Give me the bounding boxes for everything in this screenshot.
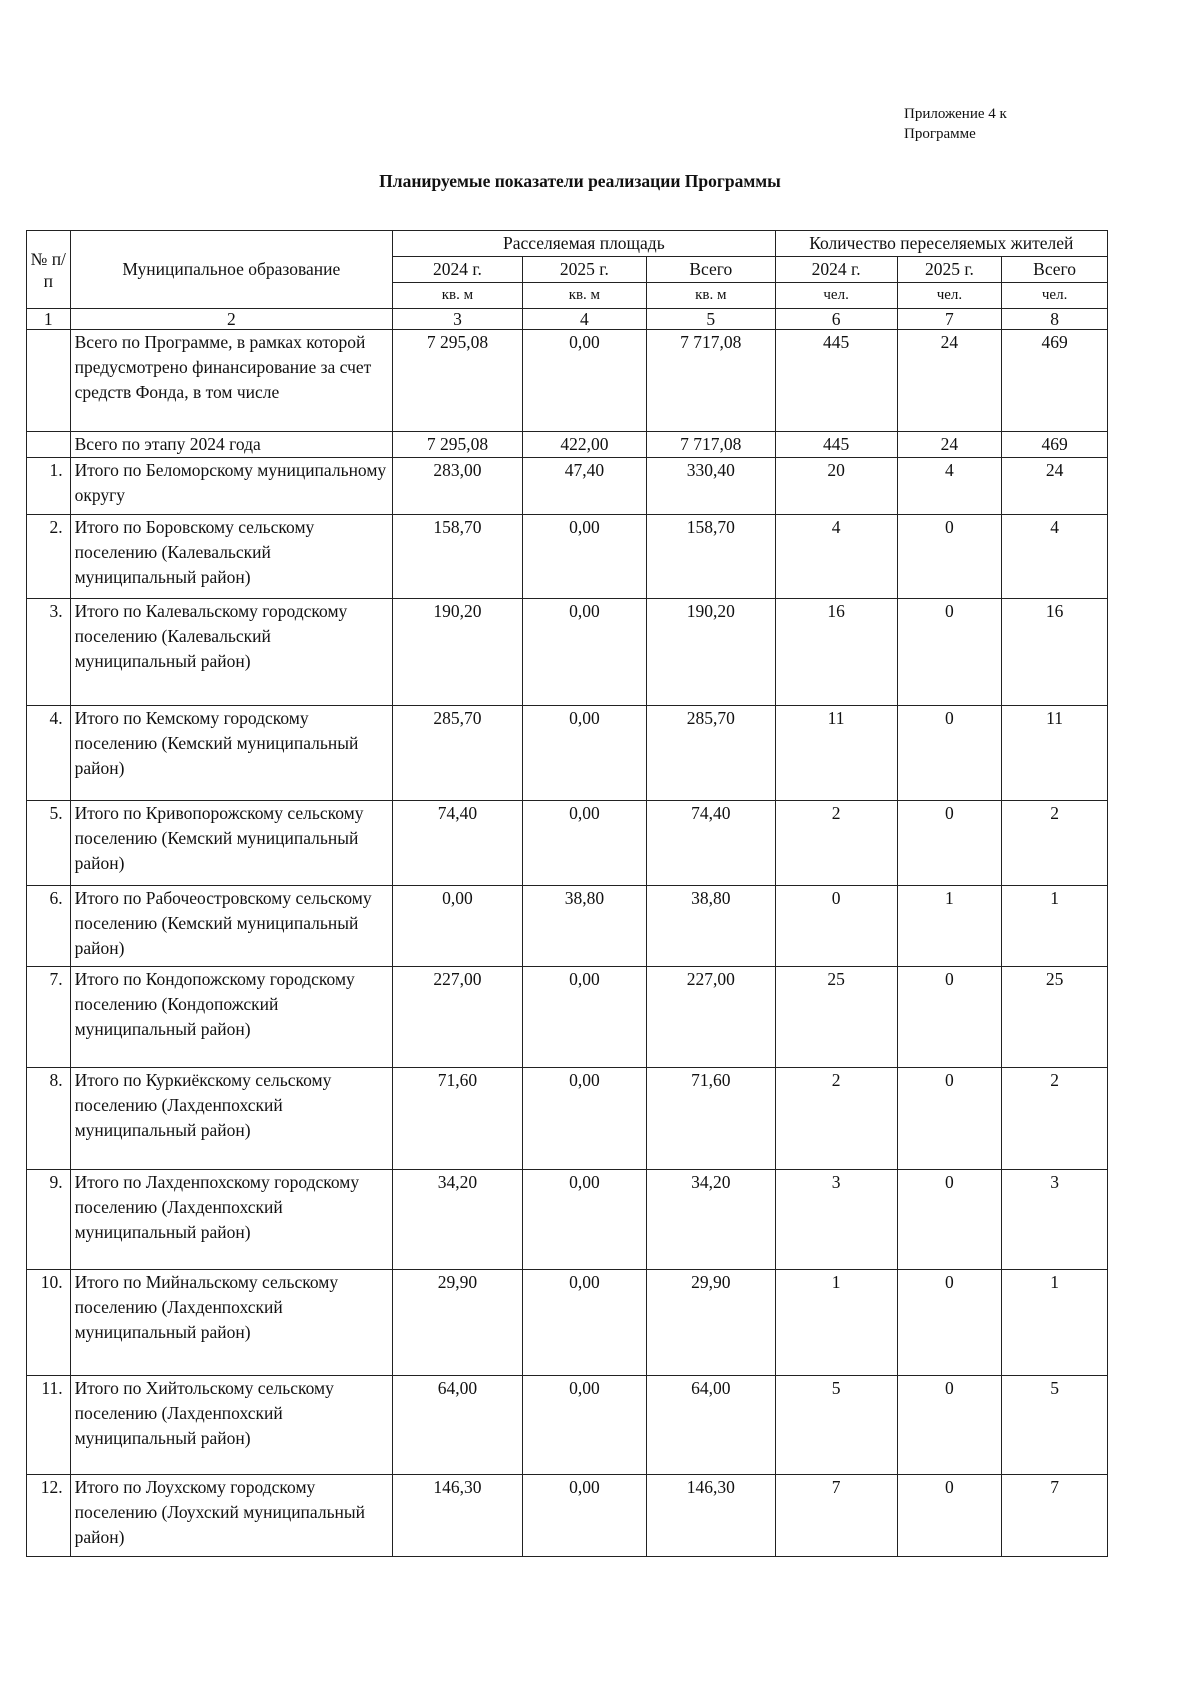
residents-2024: 2 <box>775 1068 897 1170</box>
column-number: 2 <box>70 309 393 330</box>
row-number <box>27 330 71 432</box>
row-number: 12. <box>27 1475 71 1557</box>
row-number: 4. <box>27 706 71 801</box>
column-number: 5 <box>646 309 775 330</box>
municipality-name: Итого по Куркиёкскому сельскому поселению (Лахденпохский муниципальный район) <box>70 1068 393 1170</box>
residents-total: 1 <box>1002 1270 1108 1376</box>
header-people-total: Всего <box>1002 257 1108 283</box>
appendix-line-2: Программе <box>904 126 976 142</box>
residents-total: 25 <box>1002 967 1108 1068</box>
area-2025: 0,00 <box>522 967 646 1068</box>
residents-2025: 4 <box>897 458 1002 515</box>
residents-total: 2 <box>1002 1068 1108 1170</box>
area-total: 64,00 <box>646 1376 775 1475</box>
header-people-2024: 2024 г. <box>775 257 897 283</box>
residents-total: 469 <box>1002 432 1108 458</box>
header-residents-group: Количество переселяемых жителей <box>775 231 1107 257</box>
header-no: № п/п <box>27 231 71 309</box>
residents-2025: 0 <box>897 967 1002 1068</box>
residents-2025: 0 <box>897 706 1002 801</box>
municipality-name: Итого по Калевальскому городскому поселению (Калевальский муниципальный район) <box>70 599 393 706</box>
area-2025: 0,00 <box>522 515 646 599</box>
residents-2025: 0 <box>897 1376 1002 1475</box>
table-row <box>27 967 1108 1068</box>
area-total: 71,60 <box>646 1068 775 1170</box>
area-total: 158,70 <box>646 515 775 599</box>
column-number: 7 <box>897 309 1002 330</box>
residents-2025: 0 <box>897 1068 1002 1170</box>
residents-2024: 20 <box>775 458 897 515</box>
municipality-name: Итого по Боровскому сельскому поселению (Калевальский муниципальный район) <box>70 515 393 599</box>
table-row <box>27 801 1108 886</box>
header-municipality: Муниципальное образование <box>70 231 393 309</box>
area-2024: 146,30 <box>393 1475 523 1557</box>
area-2024: 0,00 <box>393 886 523 967</box>
area-2025: 0,00 <box>522 1376 646 1475</box>
column-number-row <box>27 309 1108 330</box>
residents-total: 469 <box>1002 330 1108 432</box>
row-number: 6. <box>27 886 71 967</box>
unit-area-2025: кв. м <box>522 283 646 309</box>
area-2025: 47,40 <box>522 458 646 515</box>
table-row <box>27 432 1108 458</box>
residents-2024: 3 <box>775 1170 897 1270</box>
residents-total: 2 <box>1002 801 1108 886</box>
residents-2025: 0 <box>897 1270 1002 1376</box>
area-total: 190,20 <box>646 599 775 706</box>
table-row <box>27 330 1108 432</box>
area-2024: 283,00 <box>393 458 523 515</box>
column-number: 8 <box>1002 309 1108 330</box>
area-total: 38,80 <box>646 886 775 967</box>
row-number: 3. <box>27 599 71 706</box>
residents-2024: 16 <box>775 599 897 706</box>
header-area-total: Всего <box>646 257 775 283</box>
area-2024: 29,90 <box>393 1270 523 1376</box>
residents-2025: 0 <box>897 1475 1002 1557</box>
residents-total: 3 <box>1002 1170 1108 1270</box>
appendix-line-1: Приложение 4 к <box>904 106 1007 122</box>
municipality-name: Итого по Хийтольскому сельскому поселению (Лахденпохский муниципальный район) <box>70 1376 393 1475</box>
table-row <box>27 1170 1108 1270</box>
residents-total: 24 <box>1002 458 1108 515</box>
residents-2024: 1 <box>775 1270 897 1376</box>
table-row <box>27 1270 1108 1376</box>
table-row <box>27 706 1108 801</box>
table-row <box>27 1475 1108 1557</box>
indicators-table <box>26 230 1108 1557</box>
residents-2025: 0 <box>897 599 1002 706</box>
area-total: 29,90 <box>646 1270 775 1376</box>
row-number: 10. <box>27 1270 71 1376</box>
row-number <box>27 432 71 458</box>
area-2025: 0,00 <box>522 599 646 706</box>
area-total: 330,40 <box>646 458 775 515</box>
unit-people-2024: чел. <box>775 283 897 309</box>
area-2024: 158,70 <box>393 515 523 599</box>
municipality-name: Итого по Кондопожскому городскому поселению (Кондопожский муниципальный район) <box>70 967 393 1068</box>
area-2025: 0,00 <box>522 1170 646 1270</box>
area-2024: 34,20 <box>393 1170 523 1270</box>
municipality-name: Итого по Лахденпохскому городскому поселению (Лахденпохский муниципальный район) <box>70 1170 393 1270</box>
residents-2025: 0 <box>897 801 1002 886</box>
unit-area-2024: кв. м <box>393 283 523 309</box>
area-total: 7 717,08 <box>646 432 775 458</box>
residents-2025: 24 <box>897 432 1002 458</box>
area-2024: 7 295,08 <box>393 330 523 432</box>
row-number: 7. <box>27 967 71 1068</box>
row-number: 1. <box>27 458 71 515</box>
residents-total: 5 <box>1002 1376 1108 1475</box>
unit-people-2025: чел. <box>897 283 1002 309</box>
page-title: Планируемые показатели реализации Программы <box>379 171 781 191</box>
residents-2025: 0 <box>897 515 1002 599</box>
table-row <box>27 599 1108 706</box>
residents-total: 7 <box>1002 1475 1108 1557</box>
area-2025: 0,00 <box>522 706 646 801</box>
residents-2024: 4 <box>775 515 897 599</box>
header-area-2024: 2024 г. <box>393 257 523 283</box>
municipality-name: Итого по Лоухскому городскому поселению (Лоухский муниципальный район) <box>70 1475 393 1557</box>
residents-2024: 0 <box>775 886 897 967</box>
residents-2024: 2 <box>775 801 897 886</box>
area-total: 34,20 <box>646 1170 775 1270</box>
row-number: 11. <box>27 1376 71 1475</box>
area-2025: 38,80 <box>522 886 646 967</box>
unit-people-total: чел. <box>1002 283 1108 309</box>
area-2025: 0,00 <box>522 1475 646 1557</box>
area-total: 7 717,08 <box>646 330 775 432</box>
municipality-name: Всего по Программе, в рамках которой предусмотрено финансирование за счет средств Фонда, в том числе <box>70 330 393 432</box>
residents-total: 1 <box>1002 886 1108 967</box>
residents-2024: 7 <box>775 1475 897 1557</box>
row-number: 9. <box>27 1170 71 1270</box>
appendix-note <box>904 104 1007 144</box>
residents-total: 4 <box>1002 515 1108 599</box>
column-number: 4 <box>522 309 646 330</box>
table-row <box>27 515 1108 599</box>
row-number: 2. <box>27 515 71 599</box>
row-number: 8. <box>27 1068 71 1170</box>
table-row <box>27 458 1108 515</box>
area-2025: 0,00 <box>522 330 646 432</box>
residents-2025: 1 <box>897 886 1002 967</box>
column-number: 1 <box>27 309 71 330</box>
area-2024: 227,00 <box>393 967 523 1068</box>
row-number: 5. <box>27 801 71 886</box>
area-2024: 7 295,08 <box>393 432 523 458</box>
table-row <box>27 1068 1108 1170</box>
table-row <box>27 886 1108 967</box>
unit-area-total: кв. м <box>646 283 775 309</box>
municipality-name: Всего по этапу 2024 года <box>70 432 393 458</box>
table-row <box>27 1376 1108 1475</box>
area-total: 227,00 <box>646 967 775 1068</box>
column-number: 6 <box>775 309 897 330</box>
residents-2024: 25 <box>775 967 897 1068</box>
area-2025: 0,00 <box>522 801 646 886</box>
area-2024: 64,00 <box>393 1376 523 1475</box>
column-number: 3 <box>393 309 523 330</box>
municipality-name: Итого по Кемскому городскому поселению (Кемский муниципальный район) <box>70 706 393 801</box>
residents-2025: 24 <box>897 330 1002 432</box>
area-total: 146,30 <box>646 1475 775 1557</box>
area-2024: 71,60 <box>393 1068 523 1170</box>
area-2024: 190,20 <box>393 599 523 706</box>
area-total: 285,70 <box>646 706 775 801</box>
municipality-name: Итого по Беломорскому муниципальному округу <box>70 458 393 515</box>
residents-total: 16 <box>1002 599 1108 706</box>
header-area-group: Расселяемая площадь <box>393 231 775 257</box>
residents-2024: 11 <box>775 706 897 801</box>
area-total: 74,40 <box>646 801 775 886</box>
area-2024: 285,70 <box>393 706 523 801</box>
header-people-2025: 2025 г. <box>897 257 1002 283</box>
area-2025: 0,00 <box>522 1270 646 1376</box>
residents-2024: 445 <box>775 432 897 458</box>
header-area-2025: 2025 г. <box>522 257 646 283</box>
residents-2024: 5 <box>775 1376 897 1475</box>
area-2024: 74,40 <box>393 801 523 886</box>
area-2025: 0,00 <box>522 1068 646 1170</box>
residents-2024: 445 <box>775 330 897 432</box>
area-2025: 422,00 <box>522 432 646 458</box>
municipality-name: Итого по Рабочеостровскому сельскому поселению (Кемский муниципальный район) <box>70 886 393 967</box>
municipality-name: Итого по Кривопорожскому сельскому поселению (Кемский муниципальный район) <box>70 801 393 886</box>
residents-total: 11 <box>1002 706 1108 801</box>
residents-2025: 0 <box>897 1170 1002 1270</box>
municipality-name: Итого по Мийнальскому сельскому поселению (Лахденпохский муниципальный район) <box>70 1270 393 1376</box>
